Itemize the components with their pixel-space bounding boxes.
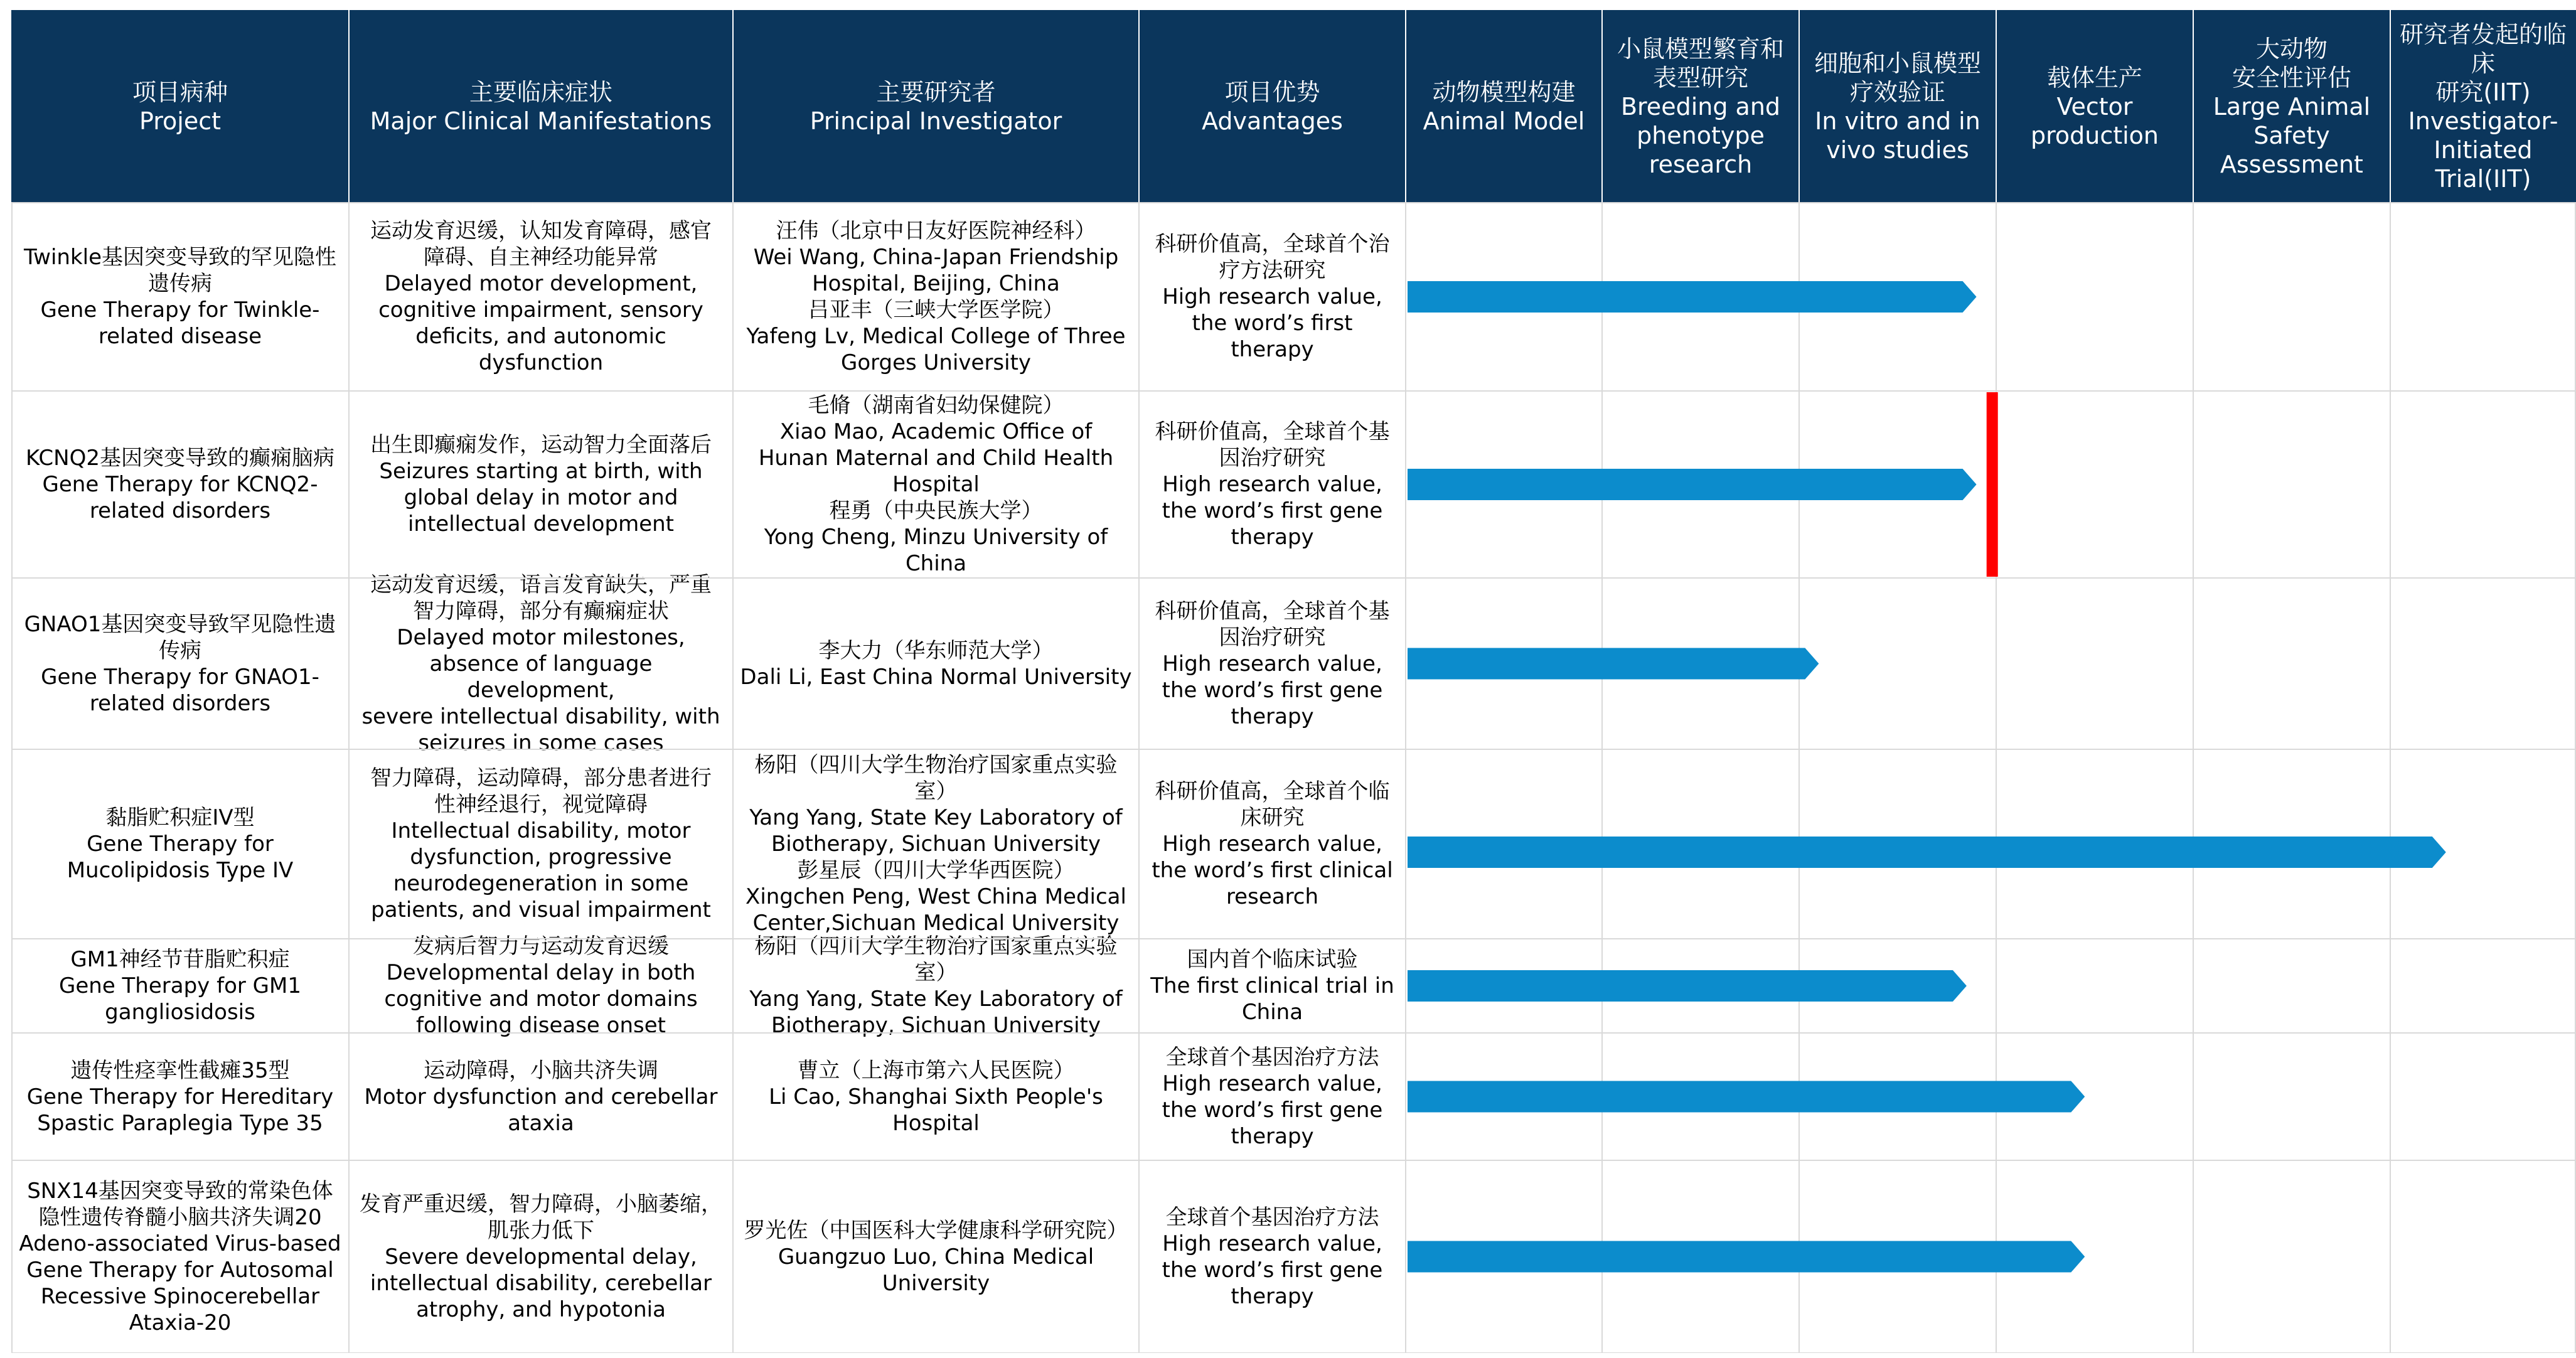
header-stage-2-line: 小鼠模型繁育和	[1617, 35, 1784, 63]
header-stage-6-line: Trial(IIT)	[2435, 164, 2531, 193]
row-2-project-line: related disorders	[89, 498, 271, 523]
row-4-investigator-line: Biotherapy, Sichuan University	[771, 831, 1101, 857]
header-stage-3-line: 疗效验证	[1849, 78, 1945, 106]
row-4-project-line: Mucolipidosis Type IV	[67, 858, 294, 883]
row-5-project-line: GM1神经节苷脂贮积症	[70, 947, 290, 972]
header-project-line: Project	[139, 107, 221, 135]
row-7-investigator	[733, 1160, 1139, 1353]
row-5-investigator	[733, 934, 1139, 1038]
row-3-advantages-line: therapy	[1231, 703, 1314, 729]
header-stage-2-line: phenotype	[1637, 121, 1765, 149]
row-1-symptoms-line: 运动发育迟缓，认知发育障碍，感官	[370, 218, 712, 243]
header-investigator-line: 主要研究者	[876, 78, 996, 106]
row-2-investigator-line: 毛脩（湖南省妇幼保健院）	[808, 393, 1064, 418]
row-2-project-line: KCNQ2基因突变导致的癫痫脑病	[25, 446, 334, 471]
header-stage-2-line: Breeding and	[1620, 92, 1781, 120]
row-1-project-line: Twinkle基因突变导致的罕见隐性	[24, 245, 336, 270]
row-5-investigator-line: Biotherapy, Sichuan University	[771, 1013, 1101, 1038]
row-3-project-line: Gene Therapy for GNAO1-	[41, 664, 319, 690]
row-3-project-line: 传病	[159, 638, 201, 663]
row-1-investigator-line: Yafeng Lv, Medical College of Three	[746, 324, 1126, 349]
row-1-symptoms-line: dysfunction	[478, 350, 604, 375]
row-6-symptoms-line: 运动障碍，小脑共济失调	[424, 1057, 658, 1083]
row-3-symptoms-line: Delayed motor milestones,	[397, 624, 685, 650]
row-7-advantages-line: 全球首个基因治疗方法	[1165, 1204, 1379, 1230]
header-stage-5-line: Safety	[2253, 121, 2330, 149]
pipeline-table	[11, 10, 2576, 1353]
row-1-advantages-line: the word’s first	[1192, 311, 1353, 336]
row-5-investigator-line: 杨阳（四川大学生物治疗国家重点实验	[754, 934, 1118, 959]
row-4-symptoms-line: dysfunction, progressive	[410, 845, 672, 870]
row-2-advantages-line: 因治疗研究	[1219, 446, 1326, 471]
row-5-project-line: Gene Therapy for GM1	[59, 973, 301, 998]
row-4-advantages-line: research	[1226, 884, 1319, 909]
row-5-advantages	[1139, 939, 1406, 1033]
row-7-project-line: Recessive Spinocerebellar	[40, 1283, 320, 1309]
row-6-symptoms	[349, 1033, 733, 1160]
row-1-investigator	[733, 203, 1139, 391]
header-stage-2-line: 表型研究	[1652, 63, 1748, 92]
header-stage-1-line: Animal Model	[1423, 107, 1585, 135]
header-stage-6-line: Initiated	[2434, 136, 2533, 164]
row-4-investigator-line: 室）	[914, 779, 958, 804]
row-4-symptoms-line: 智力障碍，运动障碍，部分患者进行	[370, 766, 712, 791]
row-7-symptoms-line: Severe developmental delay,	[385, 1244, 697, 1270]
row-2-investigator	[733, 391, 1139, 578]
row-2-symptoms-line: intellectual development	[407, 511, 674, 537]
header-stage-5-line: Large Animal	[2213, 92, 2371, 120]
row-4-investigator-line: 杨阳（四川大学生物治疗国家重点实验	[754, 752, 1118, 778]
row-5-investigator-line: 室）	[914, 960, 958, 985]
row-4-symptoms	[349, 749, 733, 939]
row-7-project-line: 隐性遗传脊髓小脑共济失调20	[38, 1204, 322, 1230]
row-3-symptoms-line: 运动发育迟缓，语言发育缺失，严重	[370, 572, 712, 597]
row-7-project-line: SNX14基因突变导致的常染色体	[27, 1178, 333, 1204]
row-3-symptoms-line: seizures in some cases	[418, 730, 664, 756]
row-2-project	[11, 391, 349, 578]
row-4-symptoms-line: Intellectual disability, motor	[391, 818, 691, 843]
row-2-symptoms	[349, 391, 733, 578]
header-stage-3	[1799, 10, 1996, 203]
header-stage-6-line: 研究者发起的临床	[2399, 20, 2567, 77]
header-stage-4-line: Vector	[2056, 92, 2133, 120]
progress-bar-row-6	[1408, 1081, 2085, 1113]
header-stage-6-line: Investigator-	[2408, 107, 2558, 135]
stage-marker	[1987, 392, 1998, 577]
row-7-advantages-line: the word’s first gene	[1162, 1257, 1383, 1283]
header-stage-1-line: 动物模型构建	[1432, 78, 1576, 106]
row-2-advantages	[1139, 391, 1406, 578]
row-1-symptoms-line: cognitive impairment, sensory	[378, 297, 703, 323]
row-2-advantages-line: High research value,	[1162, 472, 1382, 497]
row-3-project-line: related disorders	[89, 690, 271, 716]
row-1-symptoms	[349, 203, 733, 391]
header-investigator-line: Principal Investigator	[810, 107, 1062, 135]
row-4-investigator	[733, 749, 1139, 939]
row-2-investigator-line: Xiao Mao, Academic Office of	[779, 419, 1093, 444]
row-5-advantages-line: China	[1241, 1000, 1303, 1025]
progress-bar-row-1	[1408, 281, 1977, 313]
row-3-advantages-line: 因治疗研究	[1219, 624, 1326, 650]
header-stage-6	[2390, 10, 2576, 203]
row-7-project-line: Ataxia-20	[129, 1310, 232, 1335]
row-4-symptoms-line: 性神经退行，视觉障碍	[434, 792, 648, 817]
row-5-symptoms-line: 发病后智力与运动发育迟缓	[413, 934, 669, 959]
row-5-project	[11, 939, 349, 1033]
row-7-project-line: Gene Therapy for Autosomal	[26, 1257, 334, 1283]
row-2-symptoms-line: global delay in motor and	[404, 485, 678, 510]
header-stage-4	[1996, 10, 2193, 203]
row-4-project	[11, 749, 349, 939]
progress-bar-row-5	[1408, 970, 1967, 1002]
row-4-symptoms-line: patients, and visual impairment	[371, 897, 711, 922]
row-6-investigator	[733, 1033, 1139, 1160]
row-5-symptoms-line: cognitive and motor domains	[384, 986, 698, 1012]
header-stage-5	[2193, 10, 2390, 203]
row-1-symptoms-line: Delayed motor development,	[384, 271, 698, 296]
row-7-symptoms	[349, 1160, 733, 1353]
row-5-advantages-line: 国内首个临床试验	[1187, 947, 1358, 972]
row-4-investigator-line: 彭星辰（四川大学华西医院）	[797, 858, 1075, 883]
row-1-investigator-line: 吕亚丰（三峡大学医学院）	[808, 297, 1064, 323]
row-2-investigator-line: Yong Cheng, Minzu University of	[764, 525, 1108, 550]
header-advantages	[1139, 10, 1406, 203]
row-2-symptoms-line: Seizures starting at birth, with	[379, 459, 703, 484]
row-1-investigator-line: Hospital, Beijing, China	[812, 271, 1060, 296]
row-5-symptoms	[349, 934, 733, 1038]
row-1-project-line: Gene Therapy for Twinkle-	[40, 297, 320, 323]
row-6-advantages-line: therapy	[1231, 1123, 1314, 1149]
row-1-advantages-line: 疗方法研究	[1219, 258, 1326, 283]
row-4-advantages-line: 床研究	[1240, 805, 1305, 830]
row-7-symptoms-line: 肌张力低下	[488, 1217, 594, 1243]
row-3-project-line: GNAO1基因突变导致罕见隐性遗	[24, 611, 336, 637]
row-2-symptoms-line: 出生即癫痫发作，运动智力全面落后	[370, 432, 712, 457]
row-5-symptoms-line: following disease onset	[416, 1013, 666, 1038]
row-6-investigator-line: Hospital	[892, 1110, 980, 1136]
header-stage-3-line: 细胞和小鼠模型	[1814, 49, 1981, 77]
row-5-investigator-line: Yang Yang, State Key Laboratory of	[749, 986, 1123, 1012]
header-stage-5-line: 安全性评估	[2231, 63, 2351, 92]
row-7-investigator-line: Guangzuo Luo, China Medical	[778, 1244, 1094, 1270]
row-7-symptoms-line: atrophy, and hypotonia	[416, 1297, 666, 1322]
row-3-investigator-line: 李大力（华东师范大学）	[818, 638, 1054, 663]
row-4-advantages	[1139, 749, 1406, 939]
header-investigator	[733, 10, 1139, 203]
row-2-project-line: Gene Therapy for KCNQ2-	[42, 472, 318, 497]
header-advantages-line: Advantages	[1202, 107, 1343, 135]
row-6-investigator-line: Li Cao, Shanghai Sixth People's	[769, 1084, 1103, 1109]
row-1-investigator-line: 汪伟（北京中日友好医院神经科）	[776, 218, 1096, 243]
header-symptoms-line: Major Clinical Manifestations	[370, 107, 712, 135]
row-4-advantages-line: the word’s first clinical	[1152, 858, 1393, 883]
row-7-symptoms-line: intellectual disability, cerebellar	[370, 1270, 712, 1296]
progress-bar-row-3	[1408, 648, 1819, 680]
row-7-symptoms-line: 发育严重迟缓，智力障碍，小脑萎缩，	[360, 1191, 722, 1217]
row-4-symptoms-line: neurodegeneration in some	[393, 871, 689, 896]
row-3-symptoms	[349, 572, 733, 756]
row-2-advantages-line: therapy	[1231, 525, 1314, 550]
row-3-advantages	[1139, 578, 1406, 749]
row-4-investigator-line: Center,Sichuan Medical University	[752, 911, 1120, 936]
header-symptoms-line: 主要临床症状	[469, 78, 612, 106]
row-6-investigator-line: 曹立（上海市第六人民医院）	[797, 1057, 1075, 1083]
row-2-investigator-line: Hospital	[892, 472, 980, 497]
header-stage-4-line: production	[2030, 121, 2159, 149]
row-6-project	[11, 1033, 349, 1160]
row-3-investigator-line: Dali Li, East China Normal University	[740, 664, 1132, 690]
row-1-advantages-line: High research value,	[1162, 284, 1382, 309]
header-stage-6-line: 研究(IIT)	[2435, 78, 2531, 106]
row-1-advantages	[1139, 203, 1406, 391]
row-2-advantages-line: the word’s first gene	[1162, 498, 1383, 523]
row-4-project-line: 黏脂贮积症IV型	[105, 805, 255, 830]
row-7-project	[11, 1160, 349, 1353]
row-1-investigator-line: Wei Wang, China-Japan Friendship	[753, 245, 1119, 270]
row-4-investigator-line: Yang Yang, State Key Laboratory of	[749, 805, 1123, 830]
row-5-symptoms-line: Developmental delay in both	[386, 960, 696, 985]
header-stage-4-line: 载体生产	[2046, 63, 2142, 92]
row-7-project-line: Adeno-associated Virus-based	[19, 1231, 341, 1256]
row-6-advantages-line: High research value,	[1162, 1071, 1382, 1096]
row-6-advantages	[1139, 1033, 1406, 1160]
row-3-project	[11, 578, 349, 749]
row-5-project-line: gangliosidosis	[105, 1000, 255, 1025]
row-7-advantages-line: therapy	[1231, 1283, 1314, 1309]
header-project-line: 项目病种	[132, 78, 228, 106]
row-7-advantages	[1139, 1160, 1406, 1353]
header-stage-5-line: Assessment	[2220, 150, 2363, 178]
row-3-symptoms-line: 智力障碍，部分有癫痫症状	[413, 598, 669, 624]
row-7-advantages-line: High research value,	[1162, 1231, 1382, 1256]
progress-bar-row-2	[1408, 469, 1977, 500]
row-3-advantages-line: the word’s first gene	[1162, 677, 1383, 703]
row-3-advantages-line: 科研价值高，全球首个基	[1155, 598, 1390, 624]
row-4-advantages-line: 科研价值高，全球首个临	[1155, 779, 1390, 804]
row-1-symptoms-line: deficits, and autonomic	[415, 324, 666, 349]
header-stage-2-line: research	[1649, 150, 1753, 178]
row-1-symptoms-line: 障碍、自主神经功能异常	[424, 245, 658, 270]
row-6-advantages-line: the word’s first gene	[1162, 1097, 1383, 1123]
row-3-investigator	[733, 578, 1139, 749]
row-1-project	[11, 203, 349, 391]
row-7-investigator-line: University	[882, 1270, 990, 1296]
progress-bar-row-4	[1408, 837, 2446, 868]
row-3-symptoms-line: absence of language development,	[429, 651, 653, 703]
row-1-investigator-line: Gorges University	[840, 350, 1032, 375]
row-3-advantages-line: High research value,	[1162, 651, 1382, 676]
row-6-project-line: Spastic Paraplegia Type 35	[37, 1110, 323, 1136]
row-7-investigator-line: 罗光佐（中国医科大学健康科学研究院）	[744, 1217, 1128, 1243]
header-stage-1	[1406, 10, 1602, 203]
row-4-project-line: Gene Therapy for	[87, 831, 274, 857]
row-2-investigator-line: 程勇（中央民族大学）	[829, 498, 1043, 523]
row-1-project-line: related disease	[98, 324, 262, 349]
header-project	[11, 10, 349, 203]
row-6-symptoms-line: Motor dysfunction and cerebellar	[364, 1084, 718, 1109]
header-stage-5-line: 大动物	[2255, 35, 2327, 63]
row-2-advantages-line: 科研价值高，全球首个基	[1155, 419, 1390, 444]
progress-bar-row-7	[1408, 1241, 2085, 1273]
row-6-advantages-line: 全球首个基因治疗方法	[1165, 1044, 1379, 1070]
row-5-advantages-line: The first clinical trial in	[1150, 973, 1394, 998]
row-2-investigator-line: Hunan Maternal and Child Health	[758, 446, 1114, 471]
row-6-symptoms-line: ataxia	[508, 1110, 574, 1136]
row-3-symptoms-line: severe intellectual disability, with	[361, 703, 720, 729]
row-6-project-line: 遗传性痉挛性截瘫35型	[70, 1057, 290, 1083]
header-advantages-line: 项目优势	[1224, 78, 1320, 106]
header-stage-3-line: In vitro and in	[1815, 107, 1980, 135]
header-stage-3-line: vivo studies	[1826, 136, 1969, 164]
row-1-advantages-line: 科研价值高，全球首个治	[1155, 232, 1390, 257]
row-6-project-line: Gene Therapy for Hereditary	[26, 1084, 334, 1109]
row-4-advantages-line: High research value,	[1162, 831, 1382, 857]
header-symptoms	[349, 10, 733, 203]
row-2-investigator-line: China	[905, 551, 967, 576]
header-stage-2	[1602, 10, 1799, 203]
row-1-project-line: 遗传病	[148, 271, 212, 296]
row-4-investigator-line: Xingchen Peng, West China Medical	[746, 884, 1126, 909]
row-1-advantages-line: therapy	[1231, 337, 1314, 362]
